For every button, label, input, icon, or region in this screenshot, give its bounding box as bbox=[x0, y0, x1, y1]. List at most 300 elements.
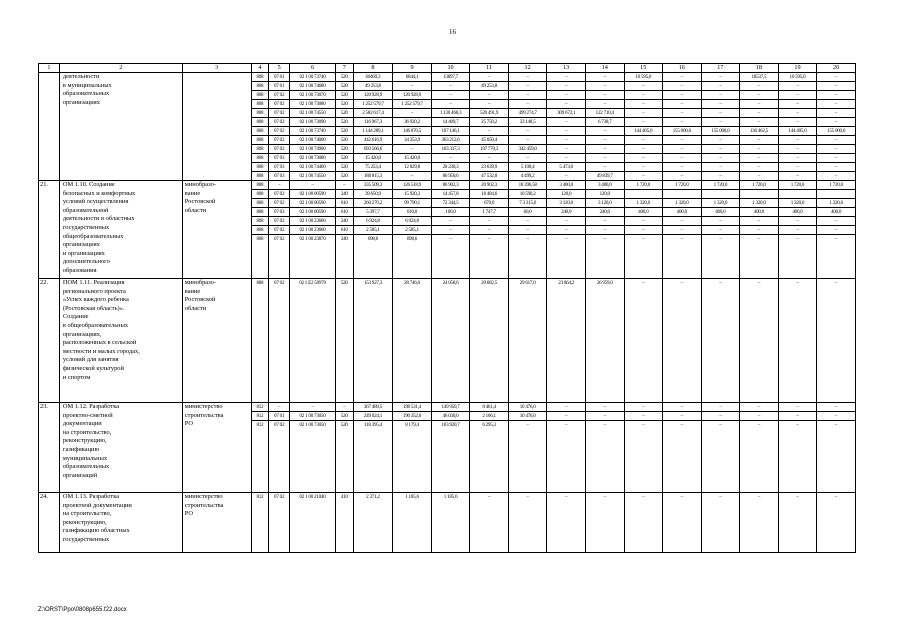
table-cell: 02 1 00 73080 bbox=[290, 100, 336, 109]
table-cell: 149 950,7 bbox=[431, 403, 470, 412]
table-cell: – bbox=[624, 109, 663, 118]
table-cell: – bbox=[740, 279, 779, 403]
table-cell: 812 bbox=[251, 403, 269, 412]
table-cell: – bbox=[701, 493, 740, 553]
table-cell: 13897,7 bbox=[431, 73, 470, 82]
table-cell: – bbox=[778, 235, 817, 279]
table-cell: 5 397,7 bbox=[353, 208, 393, 217]
table-cell: 1 320,0 bbox=[701, 199, 740, 208]
table-cell: – bbox=[778, 82, 817, 91]
table-cell: – bbox=[547, 421, 586, 493]
table-cell: – bbox=[740, 226, 779, 235]
table-cell: 14 409,7 bbox=[431, 118, 470, 127]
table-cell: – bbox=[701, 163, 740, 172]
table-cell: – bbox=[778, 163, 817, 172]
table-cell: – bbox=[701, 412, 740, 421]
table-cell: 12 829,8 bbox=[393, 163, 432, 172]
table-cell: 1 720,0 bbox=[701, 181, 740, 190]
table-cell: 1 720,0 bbox=[624, 181, 663, 190]
measure-name: ОМ 1.10. Создание безопасных и комфортных условий осуществления образовательной деятельности в областных государственных общеобразовательных организациях и организациях дополнительного образования bbox=[59, 181, 182, 279]
table-cell: – bbox=[817, 118, 856, 127]
table-cell: 1 320,0 bbox=[740, 199, 779, 208]
table-cell: – bbox=[547, 118, 586, 127]
column-number: 16 bbox=[663, 64, 702, 73]
table-cell: 520 bbox=[335, 421, 353, 493]
table-cell: 60469,3 bbox=[353, 73, 393, 82]
table-cell: 1 185,6 bbox=[393, 493, 432, 553]
table-cell: – bbox=[817, 421, 856, 493]
table-cell: – bbox=[817, 493, 856, 553]
table-cell: – bbox=[740, 412, 779, 421]
table-cell: 02 1 00 23660 bbox=[290, 217, 336, 226]
table-cell: 520 bbox=[335, 412, 353, 421]
table-cell: 120,0 bbox=[547, 190, 586, 199]
table-cell: – bbox=[778, 493, 817, 553]
table-cell: – bbox=[817, 163, 856, 172]
executor: минобразо- вание Ростовской области bbox=[182, 279, 251, 403]
table-cell: 23 639,9 bbox=[470, 163, 509, 172]
table-cell: 1 720,0 bbox=[663, 181, 702, 190]
table-cell: 808 bbox=[251, 154, 269, 163]
table-cell: – bbox=[663, 421, 702, 493]
table-cell: – bbox=[817, 91, 856, 100]
table-cell: – bbox=[663, 493, 702, 553]
table-cell: 46 030,0 bbox=[431, 412, 470, 421]
footer-path: Z:\ORST\Ppo\0808p655.f22.docx bbox=[38, 607, 127, 613]
column-number-row bbox=[39, 64, 856, 73]
table-cell: – bbox=[508, 100, 547, 109]
table-cell: 1 747,7 bbox=[470, 208, 509, 217]
table-cell: – bbox=[470, 493, 509, 553]
table-cell: 07 02 bbox=[269, 118, 290, 127]
table-cell: – bbox=[624, 100, 663, 109]
table-cell: – bbox=[547, 100, 586, 109]
table-cell: 6 295,3 bbox=[470, 421, 509, 493]
table-cell: – bbox=[701, 172, 740, 181]
table-cell: 808 bbox=[251, 118, 269, 127]
table-cell: 25 750,2 bbox=[470, 118, 509, 127]
table-cell: 49 253,8 bbox=[353, 82, 393, 91]
table-cell: 808 bbox=[251, 279, 269, 403]
table-cell: 02 1 00 00590 bbox=[290, 208, 336, 217]
table-cell: 07 01 bbox=[269, 82, 290, 91]
table-cell: 118 395,4 bbox=[353, 421, 393, 493]
table-cell: 1 720,0 bbox=[817, 181, 856, 190]
table-cell bbox=[740, 190, 779, 199]
table-cell: – bbox=[585, 127, 624, 136]
column-number: 17 bbox=[701, 64, 740, 73]
table-cell: – bbox=[701, 403, 740, 412]
table-cell: 122 710,4 bbox=[585, 109, 624, 118]
table-cell: 116 967,3 bbox=[353, 118, 393, 127]
table-cell: – bbox=[585, 82, 624, 91]
table-cell: – bbox=[740, 136, 779, 145]
table-cell: 240 bbox=[335, 190, 353, 199]
column-number: 9 bbox=[393, 64, 432, 73]
table-cell: 6 924,8 bbox=[393, 217, 432, 226]
table-cell: 15 420,0 bbox=[393, 154, 432, 163]
table-cell: – bbox=[663, 217, 702, 226]
table-cell: 1 320,0 bbox=[778, 199, 817, 208]
table-cell: 103 920,7 bbox=[431, 421, 470, 493]
table-cell: – bbox=[740, 118, 779, 127]
table-cell: 400,0 bbox=[624, 208, 663, 217]
table-cell: – bbox=[470, 127, 509, 136]
table-cell: – bbox=[701, 145, 740, 154]
row-index: 21. bbox=[39, 181, 60, 279]
table-cell: 2 585,1 bbox=[393, 226, 432, 235]
table-cell: – bbox=[269, 403, 290, 412]
table-cell: 29 617,0 bbox=[508, 279, 547, 403]
table-row bbox=[39, 181, 856, 190]
column-number: 10 bbox=[431, 64, 470, 73]
table-cell: – bbox=[624, 217, 663, 226]
table-cell: – bbox=[470, 73, 509, 82]
table-cell: 520 bbox=[335, 118, 353, 127]
table-cell: – bbox=[740, 421, 779, 493]
table-cell: 1 185,6 bbox=[431, 493, 470, 553]
table-cell: – bbox=[624, 163, 663, 172]
table-cell: – bbox=[547, 91, 586, 100]
table-cell: – bbox=[547, 127, 586, 136]
column-number: 2 bbox=[59, 64, 182, 73]
table-cell: 1 320,0 bbox=[624, 199, 663, 208]
table-cell: 249 024,1 bbox=[353, 412, 393, 421]
table-cell: 8 179,4 bbox=[393, 421, 432, 493]
table-cell: – bbox=[470, 217, 509, 226]
table-cell bbox=[624, 190, 663, 199]
table-cell: – bbox=[817, 403, 856, 412]
table-cell: – bbox=[663, 403, 702, 412]
table-cell: 808 bbox=[251, 82, 269, 91]
table-cell: 5 100,4 bbox=[508, 163, 547, 172]
table-cell: – bbox=[508, 217, 547, 226]
table-cell: 10 476,0 bbox=[508, 412, 547, 421]
table-cell: – bbox=[585, 145, 624, 154]
table-cell: 02 1 00 23870 bbox=[290, 235, 336, 279]
executor bbox=[182, 73, 251, 181]
table-cell: 1 130 468,3 bbox=[431, 109, 470, 118]
column-number: 13 bbox=[547, 64, 586, 73]
table-cell: – bbox=[431, 154, 470, 163]
table-cell: – bbox=[585, 421, 624, 493]
measure-name: ОМ 1.12. Разработка проектно-сметной документации на строительство, реконструкцию, газификацию муниципальных образовательных организаций bbox=[59, 403, 182, 493]
table-cell: 144 405,0 bbox=[778, 127, 817, 136]
table-cell: 02 1 00 74900 bbox=[290, 145, 336, 154]
table-cell: – bbox=[740, 154, 779, 163]
table-cell: 6 738,7 bbox=[585, 118, 624, 127]
table-cell: 400,0 bbox=[663, 208, 702, 217]
table-cell: 07 02 bbox=[269, 493, 290, 553]
table-cell: 07 03 bbox=[269, 172, 290, 181]
measure-name: деятельности в муниципальных образовательных организациях bbox=[59, 73, 182, 181]
table-cell: 520 bbox=[335, 91, 353, 100]
table-cell: 146 870,5 bbox=[393, 127, 432, 136]
table-cell: 240 bbox=[335, 235, 353, 279]
table-cell: – bbox=[393, 82, 432, 91]
table-cell: 520 bbox=[335, 145, 353, 154]
table-cell: – bbox=[663, 226, 702, 235]
table-cell: 155 000,0 bbox=[701, 127, 740, 136]
column-number: 8 bbox=[353, 64, 393, 73]
table-cell: 6844,1 bbox=[393, 73, 432, 82]
table-cell: 693 566,6 bbox=[353, 145, 393, 154]
table-cell: – bbox=[547, 217, 586, 226]
table-cell: 2 166,1 bbox=[470, 412, 509, 421]
table-cell: 02 1 00 00590 bbox=[290, 199, 336, 208]
table-cell: – bbox=[778, 217, 817, 226]
table-cell: – bbox=[470, 91, 509, 100]
table-cell: – bbox=[624, 82, 663, 91]
table-cell: 670,0 bbox=[470, 199, 509, 208]
table-cell: 363 212,6 bbox=[431, 136, 470, 145]
table-cell: 107 146,1 bbox=[431, 127, 470, 136]
table-cell: – bbox=[817, 73, 856, 82]
table-cell: – bbox=[508, 136, 547, 145]
table-cell: 02 1 00 74460 bbox=[290, 163, 336, 172]
page-number: 16 bbox=[449, 28, 456, 36]
table-cell: 02 1 00 73740 bbox=[290, 127, 336, 136]
table-cell: 10 476,0 bbox=[508, 403, 547, 412]
table-cell: 442 616,9 bbox=[353, 136, 393, 145]
table-cell: 1 720,0 bbox=[778, 181, 817, 190]
table-cell: – bbox=[740, 403, 779, 412]
table-cell: 808 bbox=[251, 172, 269, 181]
table-cell bbox=[817, 190, 856, 199]
table-cell: – bbox=[663, 118, 702, 127]
table-cell: 10 590,2 bbox=[508, 190, 547, 199]
table-cell: 610 bbox=[335, 208, 353, 217]
table-cell: 808 bbox=[251, 190, 269, 199]
table-cell: – bbox=[585, 163, 624, 172]
table-cell: – bbox=[778, 118, 817, 127]
table-cell: 49 839,7 bbox=[585, 172, 624, 181]
table-cell: – bbox=[817, 82, 856, 91]
table-cell: 808 bbox=[251, 73, 269, 82]
table-cell: – bbox=[663, 163, 702, 172]
table-cell: 07 02 bbox=[269, 217, 290, 226]
table-cell: – bbox=[547, 235, 586, 279]
table-cell: 47 532,8 bbox=[470, 172, 509, 181]
table-cell: – bbox=[624, 154, 663, 163]
table-cell: 610 bbox=[335, 199, 353, 208]
table-cell: 02 1 00 73090 bbox=[290, 118, 336, 127]
table-cell: 45 050,4 bbox=[470, 136, 509, 145]
table-cell: – bbox=[701, 226, 740, 235]
table-cell: – bbox=[701, 421, 740, 493]
table-row bbox=[39, 279, 856, 403]
column-number: 20 bbox=[817, 64, 856, 73]
table-cell: 610,0 bbox=[393, 208, 432, 217]
table-cell: – bbox=[701, 235, 740, 279]
table-cell: – bbox=[663, 154, 702, 163]
table-cell: 520 bbox=[335, 172, 353, 181]
table-cell: 34 353,9 bbox=[393, 136, 432, 145]
table-cell: 1 252 579,7 bbox=[393, 100, 432, 109]
table-cell: – bbox=[740, 100, 779, 109]
column-number: 18 bbox=[740, 64, 779, 73]
table-cell: 188 815,3 bbox=[353, 172, 393, 181]
table-cell: 1 720,0 bbox=[740, 181, 779, 190]
table-cell: – bbox=[817, 226, 856, 235]
table-cell: – bbox=[740, 91, 779, 100]
column-number: 3 bbox=[182, 64, 251, 73]
table-cell: – bbox=[585, 73, 624, 82]
table-cell: 15 920,3 bbox=[393, 190, 432, 199]
table-cell: 07 02 bbox=[269, 226, 290, 235]
table-cell: 367 489,5 bbox=[353, 403, 393, 412]
table-cell: 07 02 bbox=[269, 199, 290, 208]
table-cell: 812 bbox=[251, 412, 269, 421]
table-cell: 14 457,8 bbox=[431, 190, 470, 199]
table-cell: 15 420,0 bbox=[353, 154, 393, 163]
table-cell: 197 770,3 bbox=[470, 145, 509, 154]
table-cell: 28 230,3 bbox=[431, 163, 470, 172]
table-cell: 520 bbox=[335, 73, 353, 82]
table-cell: – bbox=[585, 226, 624, 235]
table-cell: 07 02 bbox=[269, 421, 290, 493]
table-cell: – bbox=[585, 493, 624, 553]
table-cell: 520 bbox=[335, 154, 353, 163]
table-cell: – bbox=[547, 136, 586, 145]
table-cell: – bbox=[778, 172, 817, 181]
table-cell: – bbox=[585, 403, 624, 412]
table-cell: 99 790,1 bbox=[393, 199, 432, 208]
table-cell: – bbox=[585, 91, 624, 100]
table-cell: 18 484,6 bbox=[470, 190, 509, 199]
table-cell: – bbox=[624, 421, 663, 493]
table-cell: 2 371,2 bbox=[353, 493, 393, 553]
table-cell: 02 1 00 23660 bbox=[290, 226, 336, 235]
row-index: 24. bbox=[39, 493, 60, 553]
table-cell: – bbox=[470, 235, 509, 279]
table-cell: – bbox=[547, 226, 586, 235]
table-cell: – bbox=[508, 493, 547, 553]
table-cell: – bbox=[701, 100, 740, 109]
table-cell: – bbox=[585, 217, 624, 226]
table-cell: – bbox=[431, 235, 470, 279]
table-cell: 28 746,0 bbox=[393, 279, 432, 403]
table-cell: – bbox=[778, 412, 817, 421]
table-cell: 499 274,7 bbox=[508, 109, 547, 118]
table-cell: – bbox=[508, 127, 547, 136]
table-cell: – bbox=[701, 91, 740, 100]
table-cell: 520 bbox=[335, 100, 353, 109]
table-cell: – bbox=[778, 136, 817, 145]
table-cell: – bbox=[778, 100, 817, 109]
table-cell: 520 bbox=[335, 127, 353, 136]
table-cell: – bbox=[335, 403, 353, 412]
table-cell: – bbox=[817, 217, 856, 226]
table-cell: 808 bbox=[251, 226, 269, 235]
table-cell: – bbox=[817, 145, 856, 154]
table-cell: – bbox=[740, 163, 779, 172]
table-cell: 400,0 bbox=[817, 208, 856, 217]
table-cell: 812 bbox=[251, 421, 269, 493]
table-cell: – bbox=[585, 412, 624, 421]
table-cell: – bbox=[663, 100, 702, 109]
table-cell: – bbox=[817, 100, 856, 109]
table-cell: 02 1 00 74550 bbox=[290, 109, 336, 118]
table-cell: 8 461,4 bbox=[470, 403, 509, 412]
table-cell: – bbox=[740, 235, 779, 279]
table-cell: 808 bbox=[251, 136, 269, 145]
table-cell: 126 518,9 bbox=[393, 181, 432, 190]
table-cell: 24 058,6 bbox=[431, 279, 470, 403]
table-cell: 02 1 00 73740 bbox=[290, 73, 336, 82]
table-row bbox=[39, 403, 856, 412]
table-cell: – bbox=[431, 226, 470, 235]
table-cell: – bbox=[663, 145, 702, 154]
table-cell: – bbox=[585, 136, 624, 145]
table-cell: 808 bbox=[251, 208, 269, 217]
table-cell: – bbox=[778, 226, 817, 235]
table-cell: – bbox=[701, 73, 740, 82]
table-cell: – bbox=[701, 118, 740, 127]
table-cell: 07 01 bbox=[269, 412, 290, 421]
table-cell: 120 928,9 bbox=[353, 91, 393, 100]
table-cell: – bbox=[547, 403, 586, 412]
table-cell: – bbox=[547, 154, 586, 163]
table-cell: 60,0 bbox=[508, 208, 547, 217]
table-cell: – bbox=[817, 235, 856, 279]
table-cell: 07 01 bbox=[269, 73, 290, 82]
table-cell: 02 1 00 73080 bbox=[290, 154, 336, 163]
table-cell: 808 bbox=[251, 163, 269, 172]
table-cell: 07 03 bbox=[269, 208, 290, 217]
table-cell: 26 959,0 bbox=[585, 279, 624, 403]
table-cell: – bbox=[817, 136, 856, 145]
table-cell: 02 1 00 74680 bbox=[290, 82, 336, 91]
table-cell: 410 bbox=[335, 493, 353, 553]
table-cell: 103 337,3 bbox=[431, 145, 470, 154]
table-cell: 1 144 289,1 bbox=[353, 127, 393, 136]
executor: министерство строительства РО bbox=[182, 493, 251, 553]
table-cell: 240 bbox=[335, 217, 353, 226]
table-cell: – bbox=[740, 109, 779, 118]
table-cell: 698,6 bbox=[393, 235, 432, 279]
table-cell: – bbox=[740, 145, 779, 154]
table-cell: – bbox=[508, 91, 547, 100]
table-cell: 698,6 bbox=[353, 235, 393, 279]
table-cell: 155 000,0 bbox=[817, 127, 856, 136]
table-cell bbox=[663, 190, 702, 199]
table-cell: – bbox=[624, 403, 663, 412]
table-cell: – bbox=[817, 172, 856, 181]
table-cell: – bbox=[740, 493, 779, 553]
table-cell: – bbox=[663, 73, 702, 82]
table-cell: 808 bbox=[251, 109, 269, 118]
table-cell: 240,0 bbox=[585, 208, 624, 217]
table-cell: – bbox=[393, 109, 432, 118]
row-index bbox=[39, 73, 60, 181]
table-cell: – bbox=[393, 145, 432, 154]
table-cell: – bbox=[701, 109, 740, 118]
table-cell: 808 bbox=[251, 217, 269, 226]
table-cell: – bbox=[624, 118, 663, 127]
table-cell: – bbox=[624, 279, 663, 403]
table-cell: – bbox=[817, 154, 856, 163]
table-cell: 07 02 bbox=[269, 145, 290, 154]
table-cell: – bbox=[585, 154, 624, 163]
table-cell: 72 344,5 bbox=[431, 199, 470, 208]
table-cell: 07 02 bbox=[269, 109, 290, 118]
table-cell: – bbox=[431, 91, 470, 100]
table-cell: 309 672,1 bbox=[547, 109, 586, 118]
table-cell: – bbox=[508, 73, 547, 82]
table-cell: – bbox=[624, 412, 663, 421]
table-cell: 02 1 00 74550 bbox=[290, 172, 336, 181]
